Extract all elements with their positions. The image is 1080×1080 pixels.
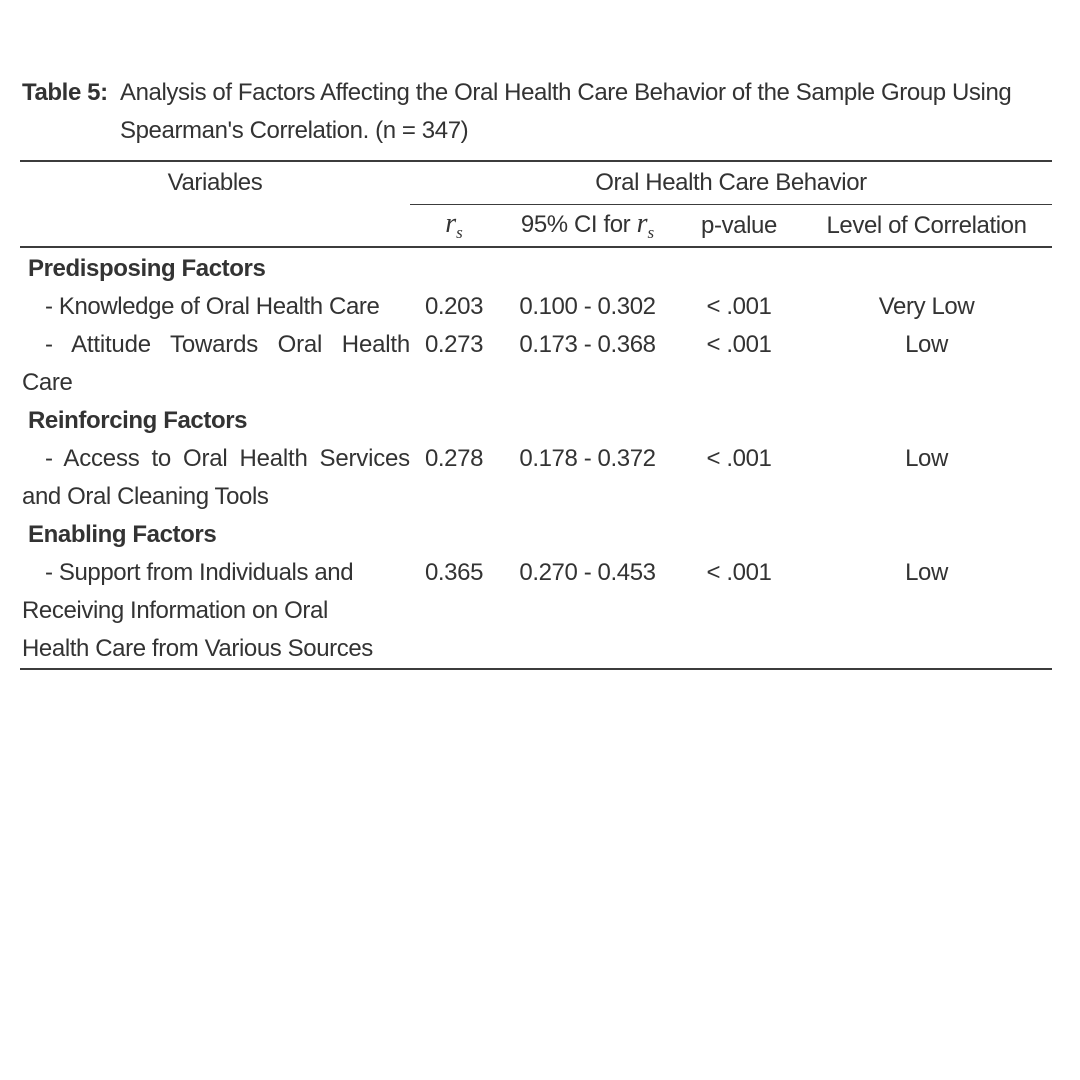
variable-label-line: Health Care from Various Sources xyxy=(22,635,373,662)
p-value: < .001 xyxy=(706,293,772,320)
column-header-ci xyxy=(498,205,677,248)
section-row xyxy=(20,402,1052,440)
table-row xyxy=(20,288,1052,326)
rs-symbol: r xyxy=(636,208,648,240)
variable-label-line: - Access to Oral Health Services xyxy=(45,445,410,472)
header-row-group xyxy=(20,161,1052,205)
correlation-level: Low xyxy=(905,559,948,586)
column-group-header-oral-health-care-behavior: Oral Health Care Behavior xyxy=(410,161,1052,205)
rs-symbol: r xyxy=(445,208,457,240)
variable-label xyxy=(20,326,410,402)
column-header-level: Level of Correlation xyxy=(801,205,1052,248)
table-caption-number: Table 5: xyxy=(22,79,108,106)
ci-value: 0.100 - 0.302 xyxy=(519,293,656,320)
variable-label-line: - Support from Individuals and xyxy=(45,559,354,586)
p-value: < .001 xyxy=(706,559,772,586)
section-row xyxy=(20,247,1052,288)
column-header-pvalue: p-value xyxy=(677,205,801,248)
rs-value: 0.273 xyxy=(424,331,484,358)
correlation-level: Very Low xyxy=(878,293,975,320)
table-row xyxy=(20,440,1052,516)
variable-label-line: - Knowledge of Oral Health Care xyxy=(45,293,380,320)
variable-label-line: Receiving Information on Oral xyxy=(22,597,328,624)
variable-label-line: and Oral Cleaning Tools xyxy=(22,483,269,510)
correlation-level: Low xyxy=(905,445,948,472)
ci-value: 0.173 - 0.368 xyxy=(519,331,656,358)
section-label: Enabling Factors xyxy=(28,521,217,548)
rs-subscript: s xyxy=(647,222,655,242)
rs-value: 0.278 xyxy=(424,445,484,472)
column-header-variables: Variables xyxy=(20,161,410,247)
p-value: < .001 xyxy=(706,331,772,358)
variable-label xyxy=(20,288,410,326)
table-body xyxy=(20,247,1052,669)
ci-value: 0.178 - 0.372 xyxy=(519,445,656,472)
rs-subscript: s xyxy=(456,222,463,242)
table-row xyxy=(20,326,1052,402)
table-caption-text xyxy=(120,74,1060,150)
ci-value: 0.270 - 0.453 xyxy=(519,559,656,586)
variable-label xyxy=(20,440,410,516)
rs-value: 0.365 xyxy=(424,559,484,586)
correlation-level: Low xyxy=(905,331,948,358)
variable-label xyxy=(20,554,410,669)
rs-value: 0.203 xyxy=(424,293,484,320)
variable-label-line: Care xyxy=(22,369,73,396)
table-header xyxy=(20,161,1052,247)
section-label: Reinforcing Factors xyxy=(28,407,248,434)
section-label: Predisposing Factors xyxy=(28,255,266,282)
p-value: < .001 xyxy=(706,445,772,472)
table-caption-line: Spearman's Correlation. (n = 347) xyxy=(120,117,469,144)
variable-label-line: - Attitude Towards Oral Health xyxy=(45,331,410,358)
section-row xyxy=(20,516,1052,554)
column-header-rs xyxy=(410,205,498,248)
table-row xyxy=(20,554,1052,669)
ci-label-text: 95% CI for xyxy=(520,211,631,239)
correlation-table xyxy=(20,160,1052,670)
table-caption-line: Analysis of Factors Affecting the Oral Health Care Behavior of the Sample Group Using xyxy=(120,79,1012,106)
table-caption xyxy=(22,74,1060,150)
